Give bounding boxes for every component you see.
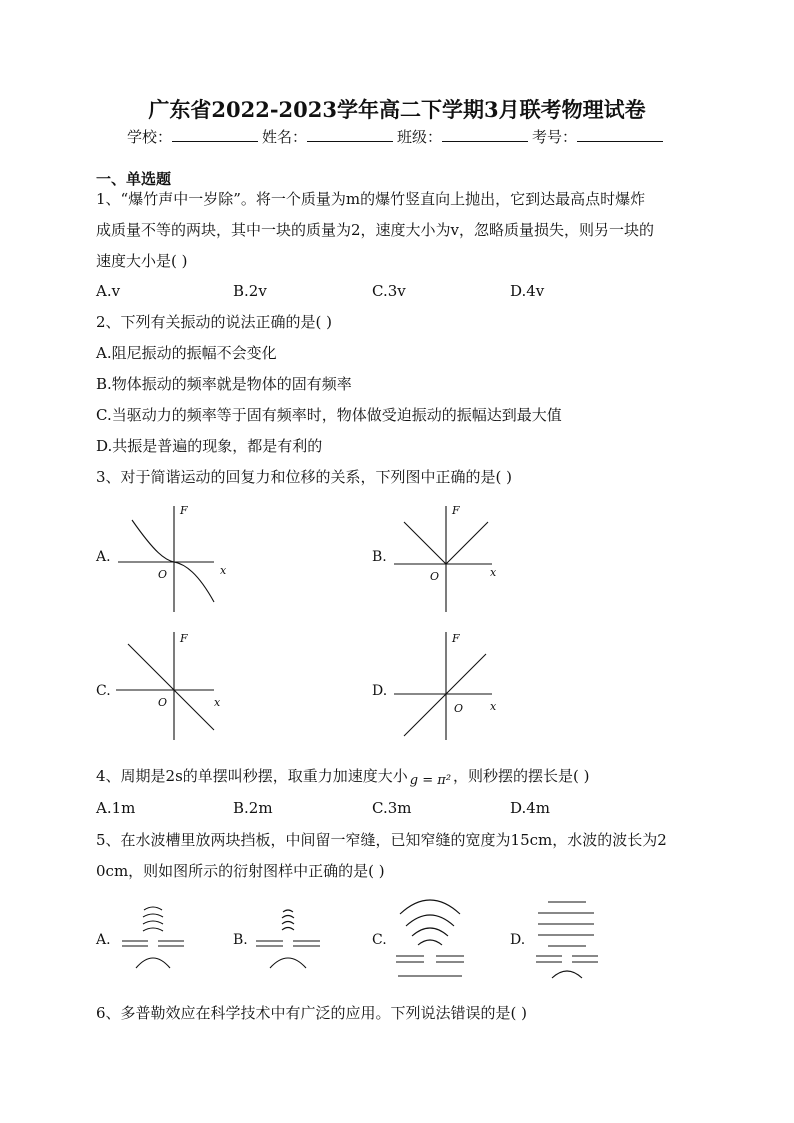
q1-option-b[interactable]: B.2v <box>233 282 267 300</box>
q2-stem: 2、下列有关振动的说法正确的是( ) <box>96 313 333 331</box>
q3-graph-d[interactable] <box>388 628 508 743</box>
axis-x-label: x <box>490 700 497 713</box>
page-title: 广东省2022-2023学年高二下学期3月联考物理试卷 <box>148 97 646 122</box>
q5-line2: 0cm，则如图所示的衍射图样中正确的是( ) <box>96 862 385 880</box>
q1-line2: 成质量不等的两块，其中一块的质量为2，速度大小为v，忽略质量损失，则另一块的 <box>96 221 655 239</box>
q3-graph-c[interactable] <box>110 628 230 743</box>
q1-line3: 速度大小是( ) <box>96 252 188 270</box>
q5-figure-c[interactable] <box>390 894 470 984</box>
q3-label-b[interactable]: B. <box>372 549 387 565</box>
q4-stem-text: 4、周期是2s的单摆叫秒摆，取重力加速度大小 <box>96 767 408 785</box>
q4-option-d[interactable]: D.4m <box>510 799 551 817</box>
section-heading: 一、单选题 <box>96 170 172 188</box>
q6-stem: 6、多普勒效应在科学技术中有广泛的应用。下列说法错误的是( ) <box>96 1004 528 1022</box>
q1-line1: 1、“爆竹声中一岁除”。将一个质量为m的爆竹竖直向上抛出，它到达最高点时爆炸 <box>96 190 646 208</box>
q5-figure-d[interactable] <box>528 894 608 984</box>
q5-label-d[interactable]: D. <box>510 932 526 948</box>
q3-stem: 3、对于简谐运动的回复力和位移的关系，下列图中正确的是( ) <box>96 468 513 486</box>
q4-option-a[interactable]: A.1m <box>96 799 136 817</box>
origin-label: O <box>158 568 168 581</box>
class-blank[interactable] <box>442 127 528 142</box>
number-label: 考号： <box>532 128 578 146</box>
q1-option-d[interactable]: D.4v <box>510 282 545 300</box>
q5-label-b[interactable]: B. <box>233 932 248 948</box>
q5-figure-a[interactable] <box>116 900 196 975</box>
origin-label: O <box>430 570 440 583</box>
q1-option-a[interactable]: A.v <box>96 282 121 300</box>
axis-x-label: x <box>214 696 221 709</box>
q3-label-c[interactable]: C. <box>96 683 111 699</box>
school-label: 学校： <box>126 128 172 146</box>
axis-x-label: x <box>220 564 227 577</box>
axis-f-label: F <box>452 504 460 517</box>
origin-label: O <box>158 696 168 709</box>
q3-label-d[interactable]: D. <box>372 683 388 699</box>
q4-stem <box>96 765 590 786</box>
origin-label: O <box>454 702 464 715</box>
axis-f-label: F <box>180 504 188 517</box>
axis-f-label: F <box>180 632 188 645</box>
q5-label-c[interactable]: C. <box>372 932 387 948</box>
q2-option-a[interactable]: A.阻尼振动的振幅不会变化 <box>96 344 277 362</box>
q1-option-c[interactable]: C.3v <box>372 282 406 300</box>
q5-label-a[interactable]: A. <box>96 932 111 948</box>
q3-label-a[interactable]: A. <box>96 549 111 565</box>
q3-graph-b[interactable] <box>388 498 508 613</box>
q3-graph-a[interactable] <box>110 498 230 613</box>
q5-line1: 5、在水波槽里放两块挡板，中间留一窄缝，已知窄缝的宽度为15cm，水波的波长为2 <box>96 831 667 849</box>
q2-option-c[interactable]: C.当驱动力的频率等于固有频率时，物体做受迫振动的振幅达到最大值 <box>96 406 562 424</box>
q4-option-c[interactable]: C.3m <box>372 799 412 817</box>
q2-option-d[interactable]: D.共振是普遍的现象，都是有利的 <box>96 437 323 455</box>
q4-option-b[interactable]: B.2m <box>233 799 273 817</box>
q2-option-b[interactable]: B.物体振动的频率就是物体的固有频率 <box>96 375 352 393</box>
name-blank[interactable] <box>307 127 393 142</box>
q5-figure-b[interactable] <box>252 900 332 975</box>
school-blank[interactable] <box>172 127 258 142</box>
student-info-row <box>0 126 794 147</box>
q4-stem-end: ，则秒摆的摆长是( ) <box>453 767 590 785</box>
class-label: 班级： <box>397 128 443 146</box>
name-label: 姓名： <box>261 128 307 146</box>
axis-f-label: F <box>452 632 460 645</box>
q4-formula: g = π² <box>409 773 452 788</box>
axis-x-label: x <box>490 566 497 579</box>
number-blank[interactable] <box>577 127 663 142</box>
